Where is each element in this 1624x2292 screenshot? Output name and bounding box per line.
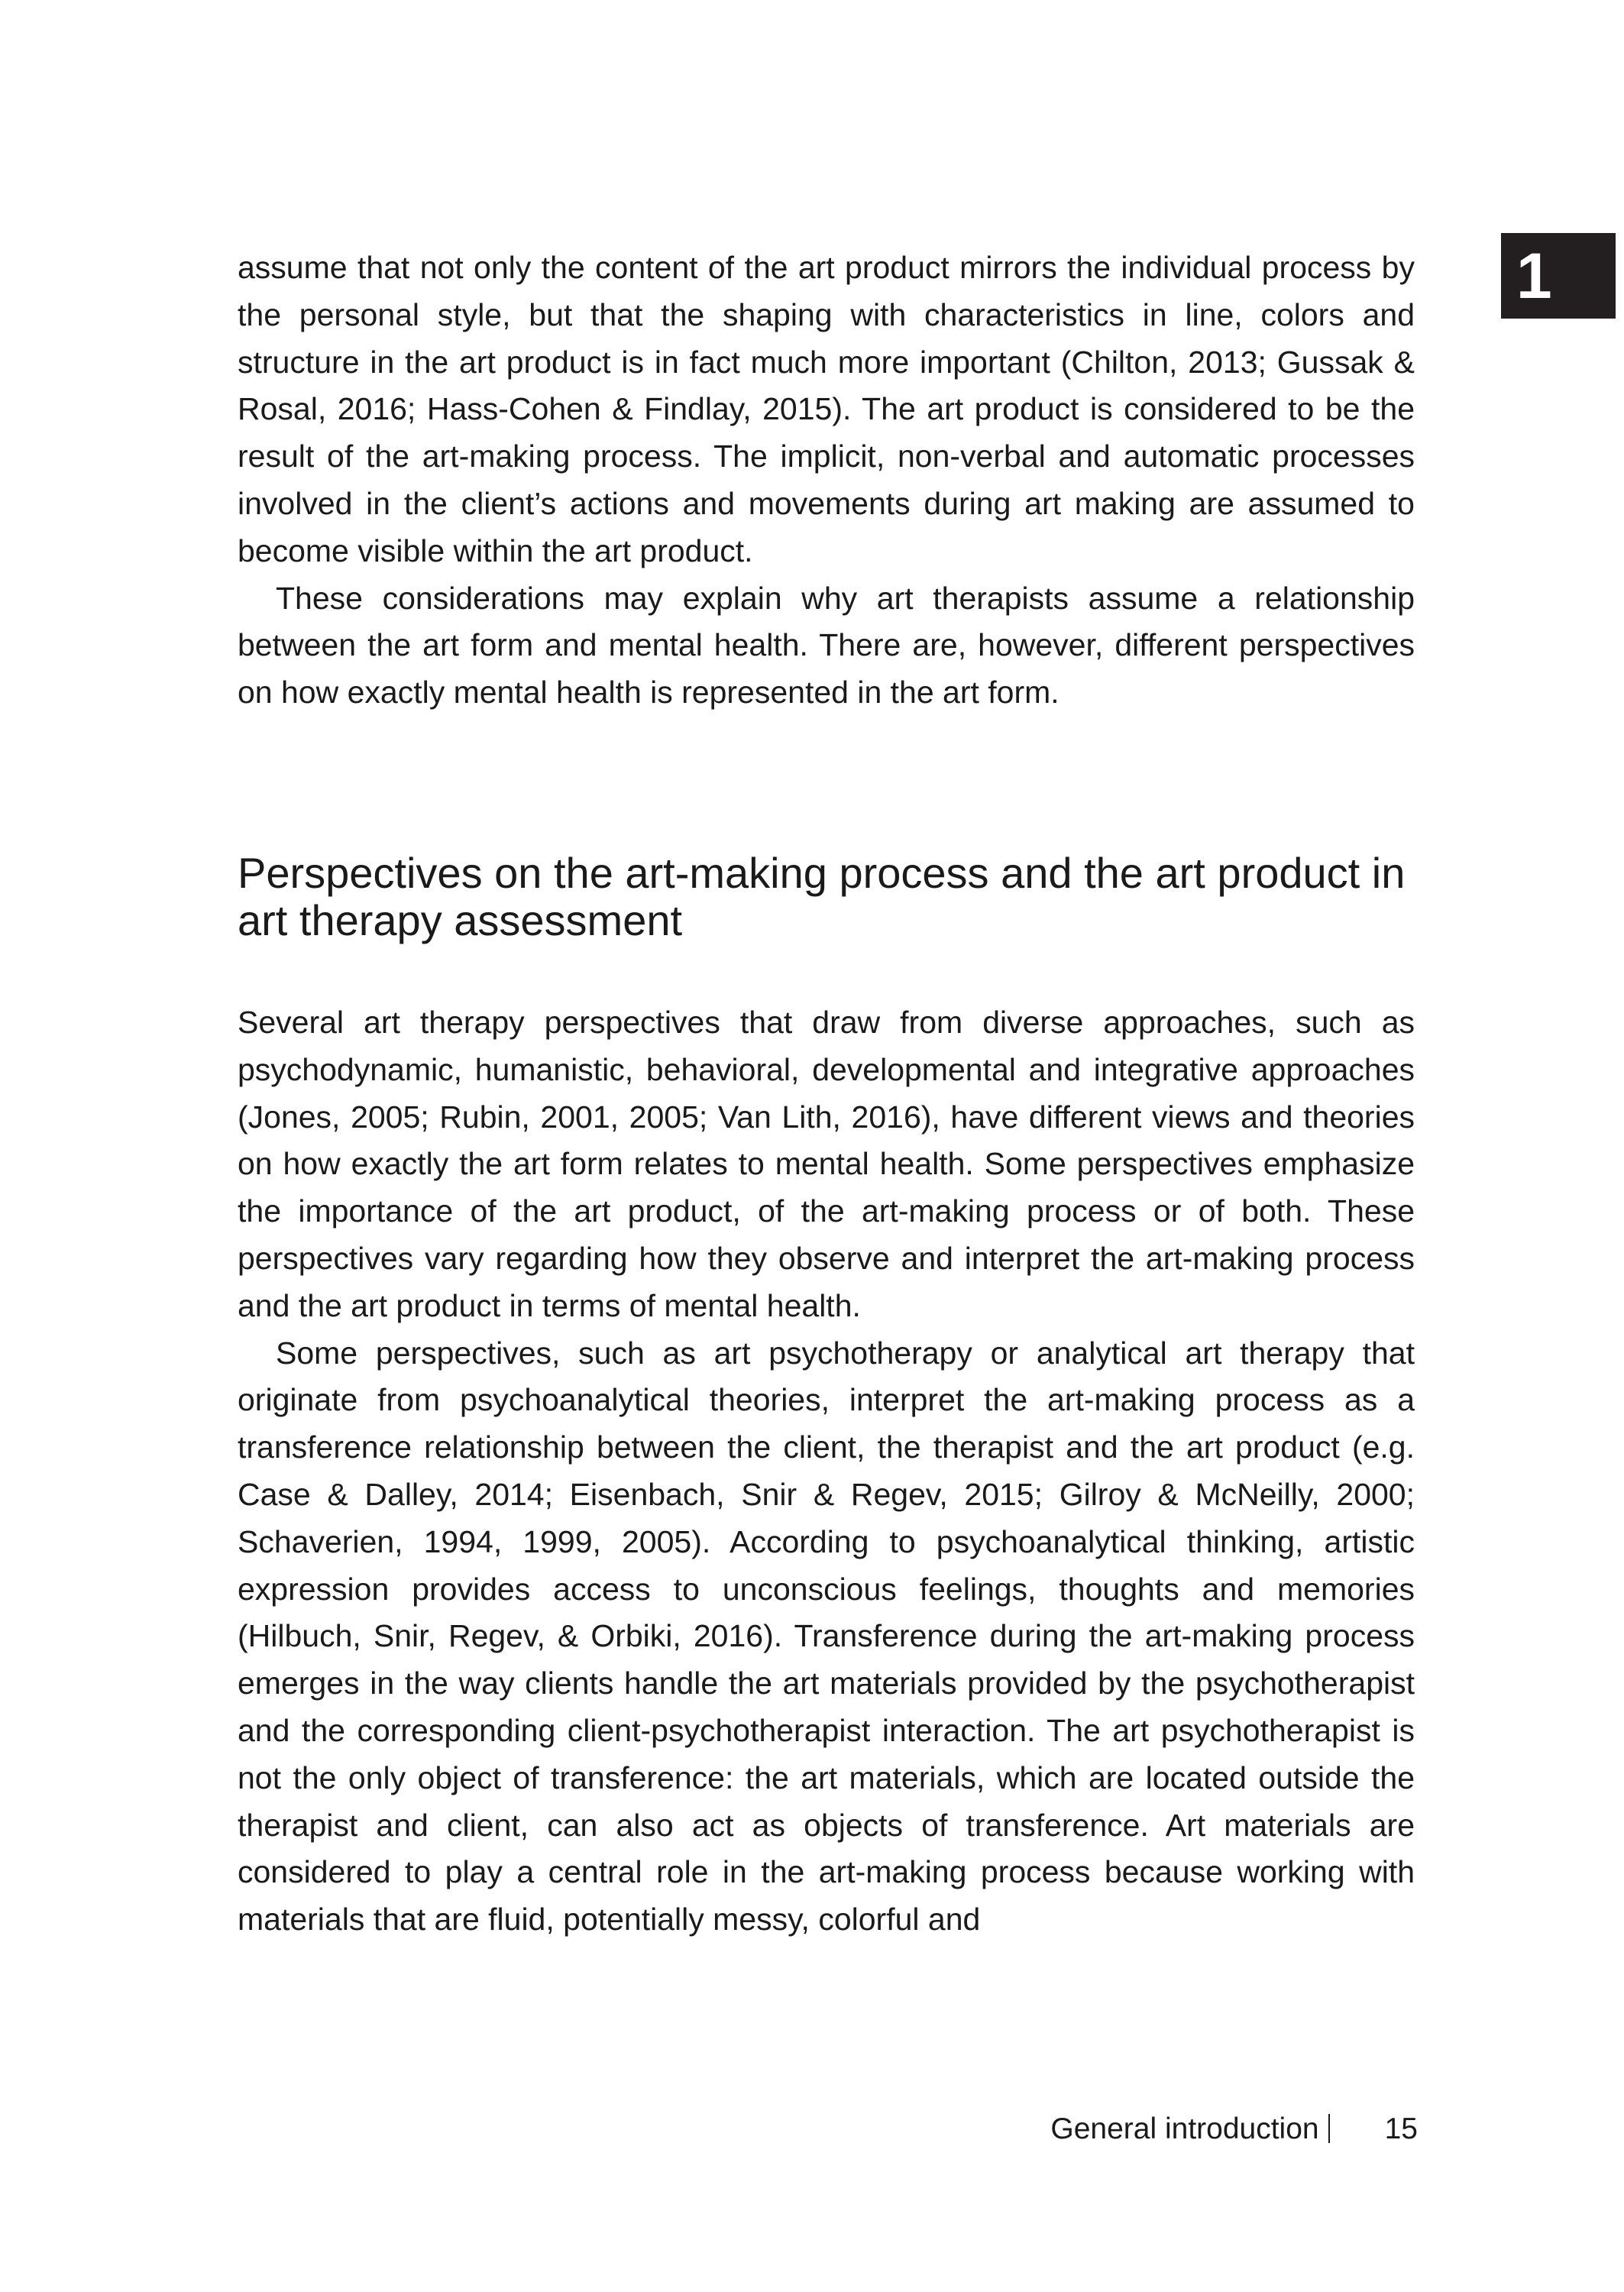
page-footer (1050, 2110, 1418, 2148)
paragraph: Several art therapy perspectives that draw from diverse approaches, such as psychodynamic, humanistic, behavioral, developmental and integrative approaches (Jones, 2005; Rubin, 2001, 2005; Van Lith, 2016), have different views and theories on how exactly the art form relates to mental health. Some perspectives emphasize the importance of the art product, of the art-making process or of both. These perspectives vary regarding how they observe and interpret the art-making process and the art product in terms of mental health. (238, 1005, 1415, 1323)
running-footer-title: General introduction (1050, 2112, 1319, 2145)
page-number: 15 (1384, 2112, 1418, 2145)
body-text-top (238, 244, 1415, 717)
paragraph: Some perspectives, such as art psychotherapy or analytical art therapy that originate from psychoanalytical theories, interpret the art-making process as a transference relationship between the client, the therapist and the art product (e.g. Case & Dalley, 2014; Eisenbach, Snir & Regev, 2015; Gilroy & McNeilly, 2000; Schaverien, 1994, 1999, 2005). According to psychoanalytical thinking, artistic expression provides access to unconscious feelings, thoughts and memories (Hilbuch, Snir, Regev, & Orbiki, 2016). Transference during the art-making process emerges in the way clients handle the art materials provided by the psychotherapist and the corresponding client-psychotherapist interaction. The art psychotherapist is not the only object of transference: the art materials, which are located outside the therapist and client, can also act as objects of transference. Art materials are considered to play a central role in the art-making process because working with materials that are fluid, potentially messy, colorful and (238, 1335, 1415, 1938)
chapter-tab (1501, 233, 1616, 319)
footer-divider (1328, 2114, 1330, 2143)
paragraph: assume that not only the content of the art product mirrors the individual process by the personal style, but that the shaping with characteristics in line, colors and structure in the art product is in fact much more important (Chilton, 2013; Gussak & Rosal, 2016; Hass-Cohen & Findlay, 2015). The art product is considered to be the result of the art-making process. The implicit, non-verbal and automatic processes involved in the client’s actions and movements during art making are assumed to become visible within the art product. (238, 250, 1415, 568)
chapter-number: 1 (1516, 240, 1552, 312)
body-text-bottom (238, 999, 1415, 1944)
paragraph: These considerations may explain why art therapists assume a relationship between the art form and mental health. There are, however, different perspectives on how exactly mental health is represented in the art form. (238, 580, 1415, 711)
section-heading: Perspectives on the art-making process and the art product in art therapy assessment (238, 849, 1406, 944)
